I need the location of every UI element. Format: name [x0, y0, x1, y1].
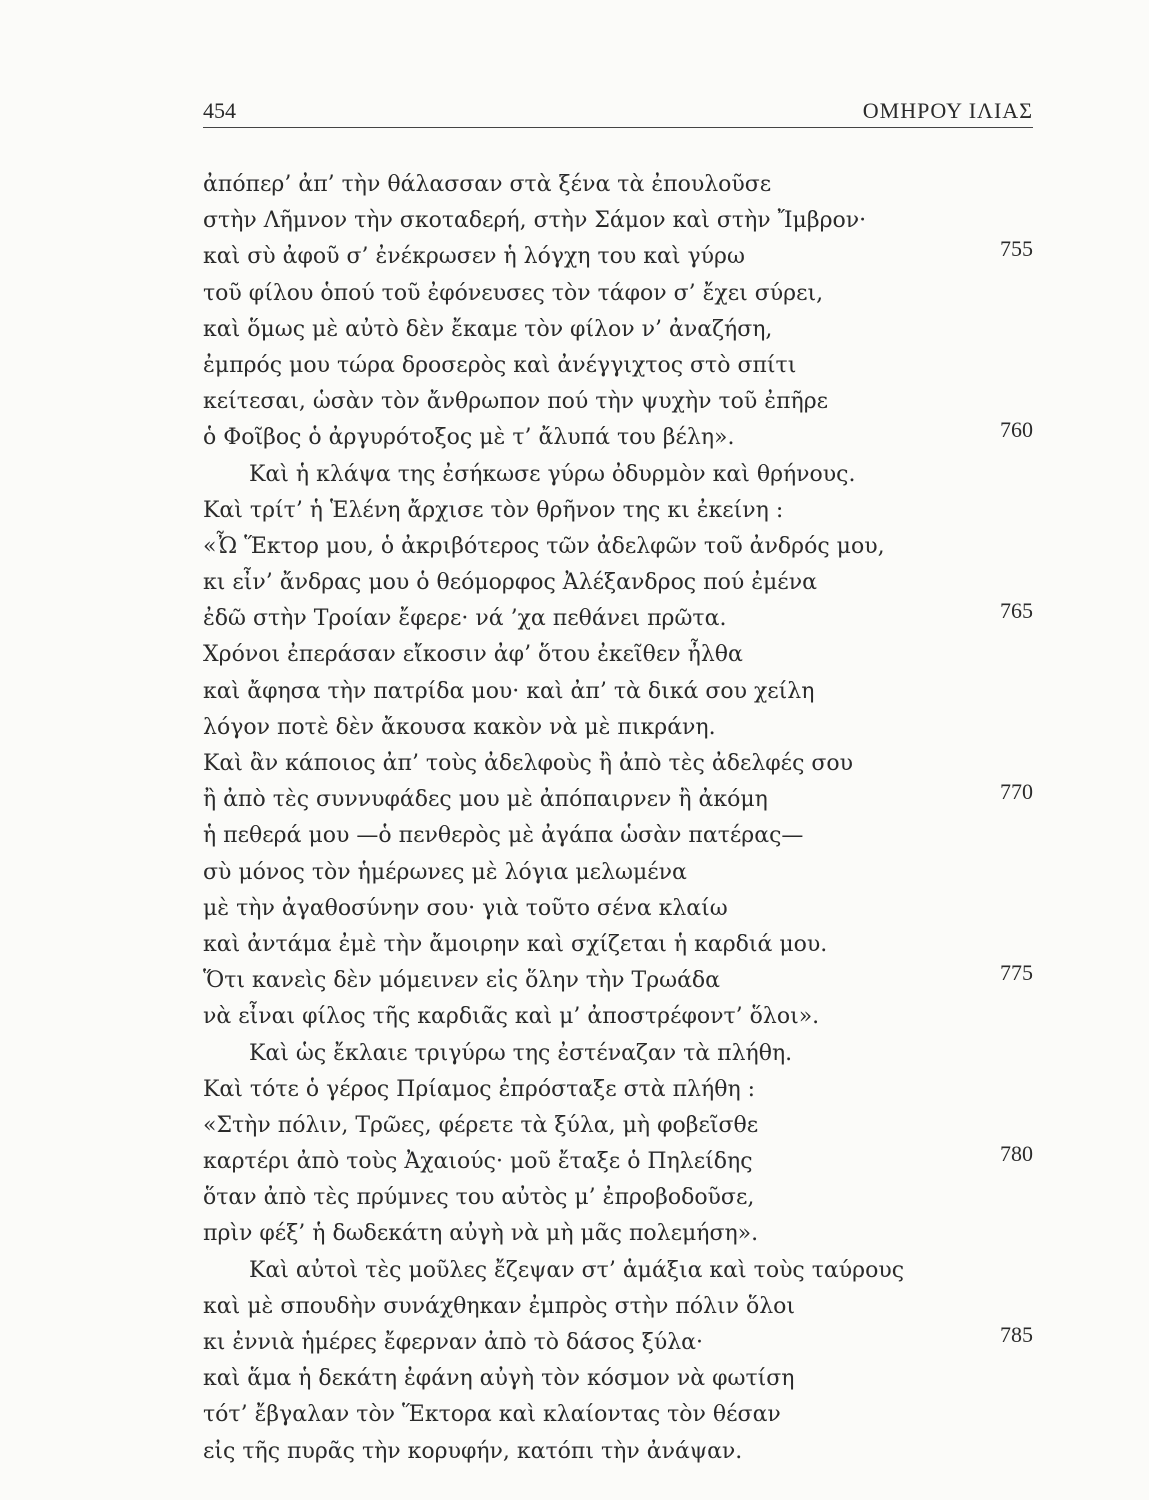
verse-text: Ὅτι κανεὶς δὲν μόμεινεν εἰς ὅλην τὴν Τρωάδα	[203, 968, 721, 994]
verse-line	[203, 312, 1033, 348]
verse-text: καὶ μὲ σπουδὴν συνάχθηκαν ἐμπρὸς στὴν πόλιν ὅλοι	[203, 1293, 796, 1319]
verse-line	[203, 710, 1033, 746]
verse-text: Καὶ ὡς ἔκλαιε τριγύρω της ἐστέναζαν τὰ πλήθη.	[249, 1040, 793, 1066]
verse-line	[203, 565, 1033, 601]
verse-line	[203, 236, 1033, 275]
verse-line	[203, 493, 1033, 529]
verse-line	[203, 167, 1033, 203]
verse-text: καὶ ἀντάμα ἐμὲ τὴν ἄμοιρην καὶ σχίζεται ἡ καρδιά μου.	[203, 931, 828, 957]
verse-text: καὶ ἅμα ἡ δεκάτη ἐφάνη αὐγὴ τὸν κόσμον νὰ φωτίση	[203, 1366, 795, 1392]
verse-line	[203, 276, 1033, 312]
verse-text: πρὶν φέξ’ ἡ δωδεκάτη αὐγὴ νὰ μὴ μᾶς πολεμήση».	[203, 1221, 759, 1247]
running-head	[203, 98, 1033, 128]
verse-text: ἐδῶ στὴν Τροίαν ἔφερε· νά ’χα πεθάνει πρῶτα.	[203, 606, 727, 632]
verse-text: σὺ μόνος τὸν ἡμέρωνες μὲ λόγια μελωμένα	[203, 859, 687, 885]
verse-line	[203, 457, 1033, 493]
verse-text: Καὶ ἂν κάποιος ἀπ’ τοὺς ἀδελφοὺς ἢ ἀπὸ τὲς ἀδελφές σου	[203, 751, 854, 776]
verse-text: Καὶ τρίτ’ ἡ Ἑλένη ἄρχισε τὸν θρῆνον της κι ἐκείνη :	[203, 497, 784, 523]
verse-line	[203, 855, 1033, 891]
verse-text: ὅταν ἀπὸ τὲς πρύμνες του αὐτὸς μ’ ἐπροβοδοῦσε,	[203, 1185, 755, 1211]
line-number: 775	[1000, 960, 1033, 986]
verse-line	[203, 891, 1033, 927]
verse-text: ἢ ἀπὸ τὲς συννυφάδες μου μὲ ἀπόπαιρνεν ἢ ἀκόμη	[203, 787, 768, 813]
verse-line	[203, 1141, 1033, 1180]
verse-line	[203, 1072, 1033, 1108]
verse-text: Χρόνοι ἐπεράσαν εἴκοσιν ἀφ’ ὅτου ἐκεῖθεν ἦλθα	[203, 642, 743, 668]
verse-text: μὲ τὴν ἀγαθοσύνην σου· γιὰ τοῦτο σένα κλαίω	[203, 895, 728, 921]
verse-line	[203, 1322, 1033, 1361]
verse-text: εἰς τῆς πυρᾶς τὴν κορυφήν, κατόπι τὴν ἀνάψαν.	[203, 1438, 743, 1464]
verse-line	[203, 1036, 1033, 1072]
verse-line	[203, 637, 1033, 673]
verse-text: «Ὦ Ἕκτορ μου, ὁ ἀκριβότερος τῶν ἀδελφῶν τοῦ ἀνδρός μου,	[203, 533, 885, 559]
verse-line	[203, 384, 1033, 420]
verse-text: κείτεσαι, ὡσὰν τὸν ἄνθρωπον πού τὴν ψυχὴν τοῦ ἐπῆρε	[203, 389, 829, 415]
line-number: 765	[1000, 598, 1033, 624]
verse-line	[203, 417, 1033, 456]
verse-line	[203, 1434, 1033, 1470]
verse-text: Καὶ τότε ὁ γέρος Πρίαμος ἐπρόσταξε στὰ πλήθη :	[203, 1076, 756, 1102]
verse-line	[203, 746, 1033, 782]
verse-line	[203, 779, 1033, 818]
verse-text: Καὶ ἡ κλάψα της ἐσήκωσε γύρω ὀδυρμὸν καὶ θρήνους.	[249, 461, 856, 487]
verse-line	[203, 1180, 1033, 1216]
verse-line	[203, 203, 1033, 239]
verse-line	[203, 818, 1033, 854]
verse-line	[203, 348, 1033, 384]
verse-text: καὶ σὺ ἀφοῦ σ’ ἐνέκρωσεν ἡ λόγχη του καὶ γύρω	[203, 244, 745, 270]
line-number: 785	[1000, 1322, 1033, 1347]
verse-list	[203, 167, 1033, 1470]
verse-text: τοῦ φίλου ὁπού τοῦ ἐφόνευσες τὸν τάφον σ’ ἔχει σύρει,	[203, 280, 824, 306]
verse-line	[203, 1289, 1033, 1325]
verse-text: τότ’ ἔβγαλαν τὸν Ἕκτορα καὶ κλαίοντας τὸν θέσαν	[203, 1402, 781, 1428]
book-title: ΟΜΗΡΟΥ ΙΛΙΑΣ	[862, 98, 1033, 123]
verse-text: κι εἶν’ ἄνδρας μου ὁ θεόμορφος Ἀλέξανδρος πού ἐμένα	[203, 570, 817, 596]
line-number: 770	[1000, 779, 1033, 805]
verse-line	[203, 927, 1033, 963]
line-number: 760	[1000, 417, 1033, 443]
verse-line	[203, 1216, 1033, 1252]
verse-line	[203, 999, 1033, 1035]
verse-line	[203, 1253, 1033, 1289]
verse-line	[203, 1361, 1033, 1397]
verse-text: «Στὴν πόλιν, Τρῶες, φέρετε τὰ ξύλα, μὴ φοβεῖσθε	[203, 1112, 759, 1138]
line-number: 755	[1000, 236, 1033, 262]
verse-text: ἐμπρός μου τώρα δροσερὸς καὶ ἀνέγγιχτος στὸ σπίτι	[203, 352, 797, 378]
header-rule	[203, 127, 1033, 128]
verse-line	[203, 598, 1033, 637]
verse-text: καρτέρι ἀπὸ τοὺς Ἀχαιούς· μοῦ ἔταξε ὁ Πηλείδης	[203, 1149, 753, 1175]
verse-text: στὴν Λῆμνον τὴν σκοταδερή, στὴν Σάμον καὶ στὴν Ἴμβρον·	[203, 208, 867, 234]
verse-text: κι ἐννιὰ ἡμέρες ἔφερναν ἀπὸ τὸ δάσος ξύλα·	[203, 1330, 703, 1355]
verse-text: Καὶ αὐτοὶ τὲς μοῦλες ἔζεψαν στ’ ἁμάξια καὶ τοὺς ταύρους	[249, 1257, 905, 1283]
page-number: 454	[203, 98, 236, 123]
verse-text: καὶ ὅμως μὲ αὐτὸ δὲν ἔκαμε τὸν φίλον ν’ ἀναζήση,	[203, 316, 773, 342]
verse-text: νὰ εἶναι φίλος τῆς καρδιᾶς καὶ μ’ ἀποστρέφοντ’ ὅλοι».	[203, 1004, 820, 1030]
verse-line	[203, 674, 1033, 710]
verse-text: ὁ Φοῖβος ὁ ἀργυρότοξος μὲ τ’ ἄλυπά του βέλη».	[203, 425, 735, 451]
verse-line	[203, 1108, 1033, 1144]
line-number: 780	[1000, 1141, 1033, 1167]
verse-text: καὶ ἄφησα τὴν πατρίδα μου· καὶ ἀπ’ τὰ δικά σου χείλη	[203, 678, 815, 704]
verse-text: ἡ πεθερά μου —ὁ πενθερὸς μὲ ἀγάπα ὡσὰν πατέρας—	[203, 823, 804, 849]
verse-text: ἀπόπερ’ ἀπ’ τὴν θάλασσαν στὰ ξένα τὰ ἐπουλοῦσε	[203, 172, 772, 197]
verse-line	[203, 960, 1033, 999]
verse-text: λόγον ποτὲ δὲν ἄκουσα κακὸν νὰ μὲ πικράνη.	[203, 714, 716, 740]
verse-line	[203, 1397, 1033, 1433]
verse-line	[203, 529, 1033, 565]
